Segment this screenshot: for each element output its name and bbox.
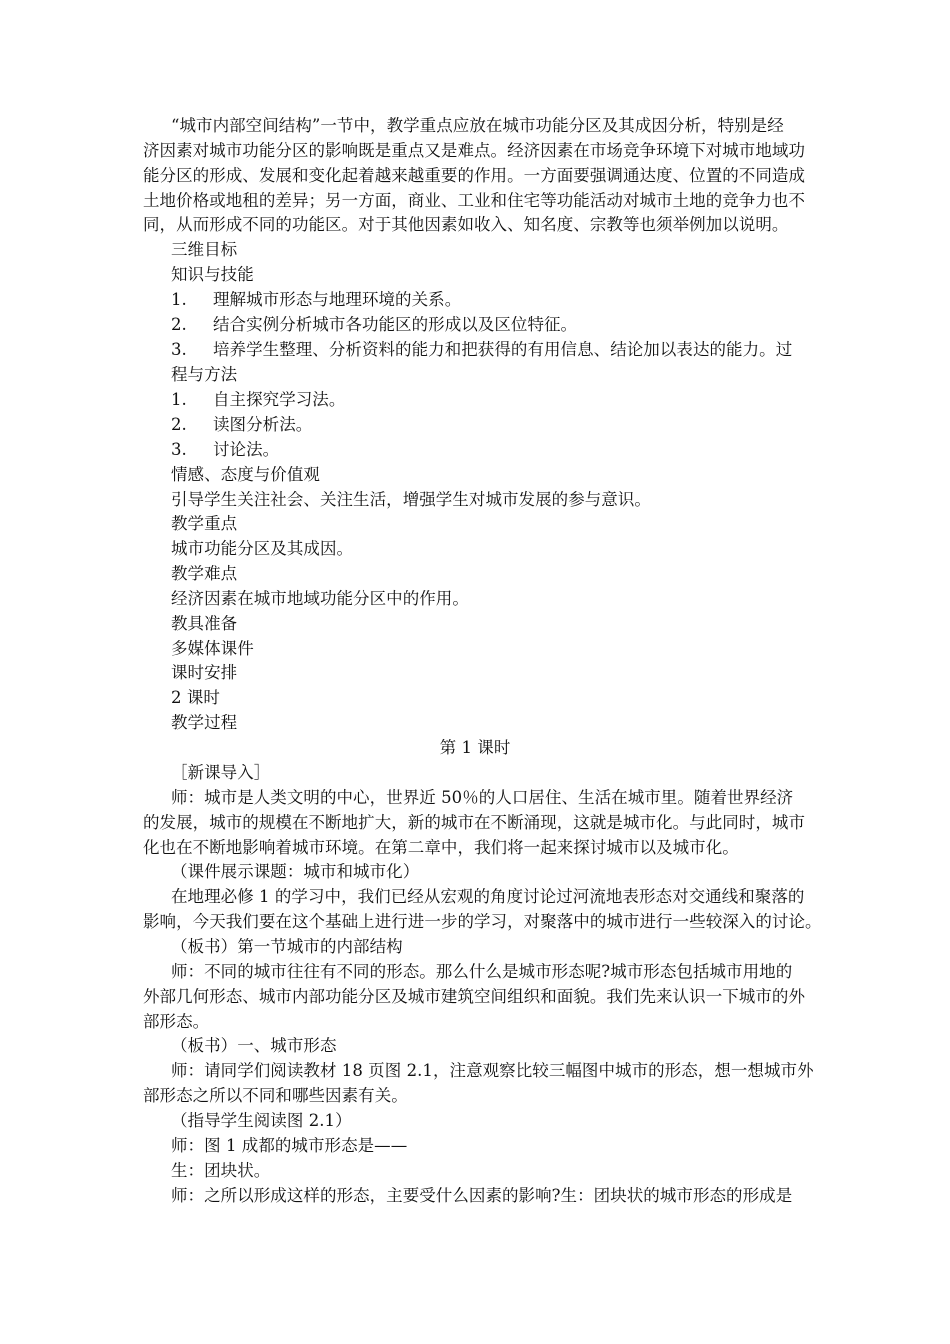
method-item-2: [171, 413, 861, 437]
key-points-text: 城市功能分区及其成因。: [171, 539, 354, 558]
difficulty-text: 经济因素在城市地域功能分区中的作用。: [171, 589, 469, 608]
overview-line-2: 济因素对城市功能分区的影响既是重点又是难点。经济因素在市场竞争环境下对城市地域功: [143, 141, 805, 160]
courseware-topic: （课件展示课题：城市和城市化）: [171, 862, 420, 881]
guide-read: （指导学生阅读图 2.1）: [171, 1111, 352, 1130]
intro-line-3: 化也在不断地影响着城市环境。在第二章中，我们将一起来探讨城市以及城市化。: [143, 838, 739, 857]
emotion-text: 引导学生关注社会、关注生活，增强学生对城市发展的参与意识。: [171, 490, 651, 509]
emotion-heading: 情感、态度与价值观: [171, 465, 320, 484]
student-answer-1: 生：团块状。: [171, 1161, 271, 1180]
process-heading: 教学过程: [171, 713, 238, 732]
method-item-3-text: 讨论法。: [213, 440, 280, 459]
tools-heading: 教具准备: [171, 614, 238, 633]
method-item-3: [171, 438, 861, 462]
method-item-2-number: 2.: [171, 415, 187, 434]
knowledge-item-3-text: 培养学生整理、分析资料的能力和把获得的有用信息、结论加以表达的能力。过: [213, 340, 793, 359]
form-line-2: 外部几何形态、城市内部功能分区及城市建筑空间组织和面貌。我们先来认识一下城市的外: [143, 987, 805, 1006]
knowledge-item-2: [171, 313, 861, 337]
process-methods-heading: 程与方法: [171, 365, 238, 384]
knowledge-item-3-number: 3.: [171, 340, 187, 359]
intro-line-1: 师：城市是人类文明的中心，世界近 50％的人口居住、生活在城市里。随着世界经济: [171, 788, 794, 807]
three-dim-goals-heading: 三维目标: [171, 240, 238, 259]
method-item-3-number: 3.: [171, 440, 187, 459]
key-points-heading: 教学重点: [171, 514, 238, 533]
intro-line-2: 的发展，城市的规模在不断地扩大，新的城市在不断涌现，这就是城市化。与此同时，城市: [143, 813, 805, 832]
method-item-1-text: 自主探究学习法。: [213, 390, 346, 409]
form-line-1: 师：不同的城市往往有不同的形态。那么什么是城市形态呢?城市形态包括城市用地的: [171, 962, 793, 981]
knowledge-item-2-number: 2.: [171, 315, 187, 334]
overview-line-4: 土地价格或地租的差异；另一方面，商业、工业和住宅等功能活动对城市土地的竞争力也不: [143, 191, 805, 210]
board-form: （板书）一、城市形态: [171, 1036, 337, 1055]
difficulty-heading: 教学难点: [171, 564, 238, 583]
overview-line-3: 能分区的形成、发展和变化起着越来越重要的作用。一方面要强调通达度、位置的不同造成: [143, 166, 805, 185]
knowledge-item-1: [171, 288, 861, 312]
knowledge-item-1-number: 1.: [171, 290, 187, 309]
geo-line-1: 在地理必修 1 的学习中，我们已经从宏观的角度讨论过河流地表形态对交通线和聚落的: [171, 887, 805, 906]
lesson-title: 第 1 课时: [439, 738, 511, 757]
overview-line-1: “城市内部空间结构”一节中，教学重点应放在城市功能分区及其成因分析，特别是经: [171, 116, 784, 135]
knowledge-item-3: [171, 338, 861, 362]
knowledge-item-2-text: 结合实例分析城市各功能区的形成以及区位特征。: [213, 315, 578, 334]
knowledge-item-1-text: 理解城市形态与地理环境的关系。: [213, 290, 462, 309]
schedule-heading: 课时安排: [171, 663, 238, 682]
method-item-1: [171, 388, 861, 412]
overview-line-5: 同，从而形成不同的功能区。对于其他因素如收入、知名度、宗教等也须举例加以说明。: [143, 215, 789, 234]
geo-line-2: 影响，今天我们要在这个基础上进行进一步的学习，对聚落中的城市进行一些较深入的讨论。: [143, 912, 822, 931]
teacher-question-2: 师：之所以形成这样的形态，主要受什么因素的影响?生：团块状的城市形态的形成是: [171, 1186, 793, 1205]
schedule-text: 2 课时: [171, 688, 220, 707]
teacher-question-1: 师：图 1 成都的城市形态是——: [171, 1136, 408, 1155]
knowledge-skills-heading: 知识与技能: [171, 265, 254, 284]
form-line-3: 部形态。: [143, 1012, 210, 1031]
method-item-1-number: 1.: [171, 390, 187, 409]
read-line-2: 部形态之所以不同和哪些因素有关。: [143, 1086, 408, 1105]
method-item-2-text: 读图分析法。: [213, 415, 313, 434]
board-section-1: （板书）第一节城市的内部结构: [171, 937, 403, 956]
intro-heading: ［新课导入］: [171, 763, 271, 782]
read-line-1: 师：请同学们阅读教材 18 页图 2.1，注意观察比较三幅图中城市的形态，想一想城市外: [171, 1061, 814, 1080]
tools-text: 多媒体课件: [171, 639, 254, 658]
